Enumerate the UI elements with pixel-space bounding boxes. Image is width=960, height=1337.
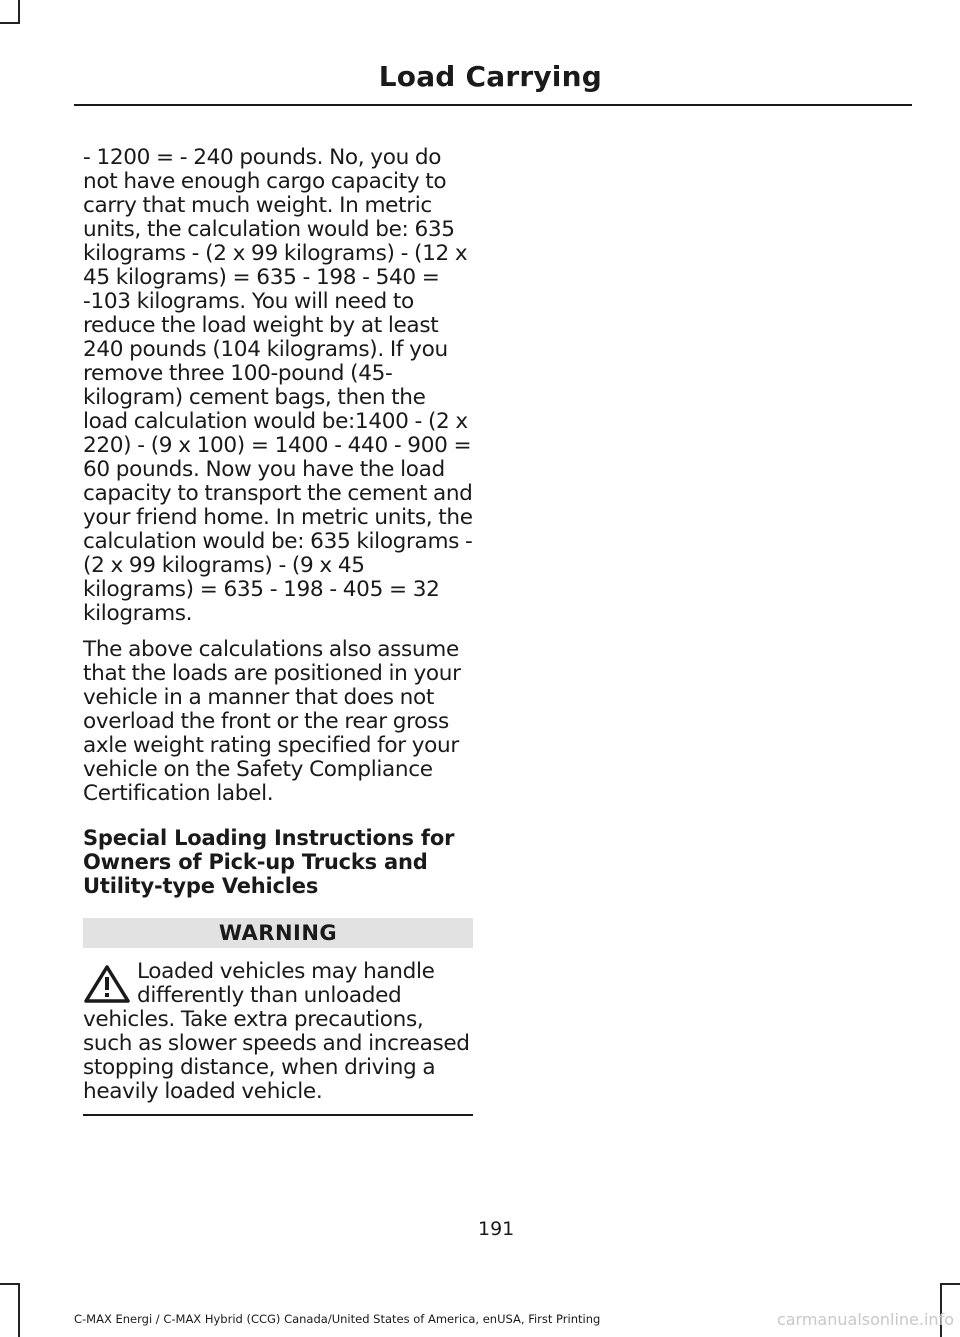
warning-divider <box>83 1114 473 1116</box>
body-paragraph-assumptions: The above calculations also assume that the loads are positioned in your vehicle in a manner that does not overload the front or the rear gross axle weight rating specified for your vehicle on the Safety Compliance Certification label. <box>83 637 461 806</box>
crop-mark-top-left-vertical <box>18 0 20 22</box>
warning-text: Loaded vehicles may handle differently than unloaded vehicles. Take extra precautions, such as slower speeds and increased stopping distance, when driving a heavily loaded vehicle. <box>83 959 470 1104</box>
header-divider <box>74 104 912 106</box>
page-number: 191 <box>478 1218 515 1240</box>
warning-triangle-icon <box>83 964 131 1004</box>
body-paragraph-calculation: - 1200 = - 240 pounds. No, you do not have enough cargo capacity to carry that much weight. In metric units, the calculation would be: 635 kilograms - (2 x 99 kilograms) - (12 x 45 kilograms) = 635 - 198 - 540 = -103 kilograms. You will need to reduce the load weight by at least 240 pounds (104 kilograms). If you remove three 100-pound (45-kilogram) cement bags, then the load calculation would be:1400 - (2 x 220) - (9 x 100) = 1400 - 440 - 900 = 60 pounds. Now you have the load capacity to transport the cement and your friend home. In metric units, the calculation would be: 635 kilograms - (2 x 99 kilograms) - (9 x 45 kilograms) = 635 - 198 - 405 = 32 kilograms. <box>83 145 473 626</box>
crop-mark-top-left-horizontal <box>0 22 20 24</box>
subheading-special-loading: Special Loading Instructions for Owners of Pick-up Trucks and Utility-type Vehicles <box>83 826 455 898</box>
crop-mark-bottom-right-horizontal <box>940 1283 960 1285</box>
section-title: Load Carrying <box>378 60 602 93</box>
warning-label: WARNING <box>218 921 338 945</box>
crop-mark-bottom-left-horizontal <box>0 1283 20 1285</box>
crop-mark-bottom-left-vertical <box>18 1283 20 1337</box>
publication-footer: C-MAX Energi / C-MAX Hybrid (CCG) Canada/United States of America, enUSA, First Printing <box>74 1312 601 1326</box>
watermark: carmanualsonline.info <box>776 1310 954 1329</box>
main-column <box>83 146 475 1116</box>
warning-header <box>83 918 473 948</box>
warning-box <box>83 960 475 1104</box>
